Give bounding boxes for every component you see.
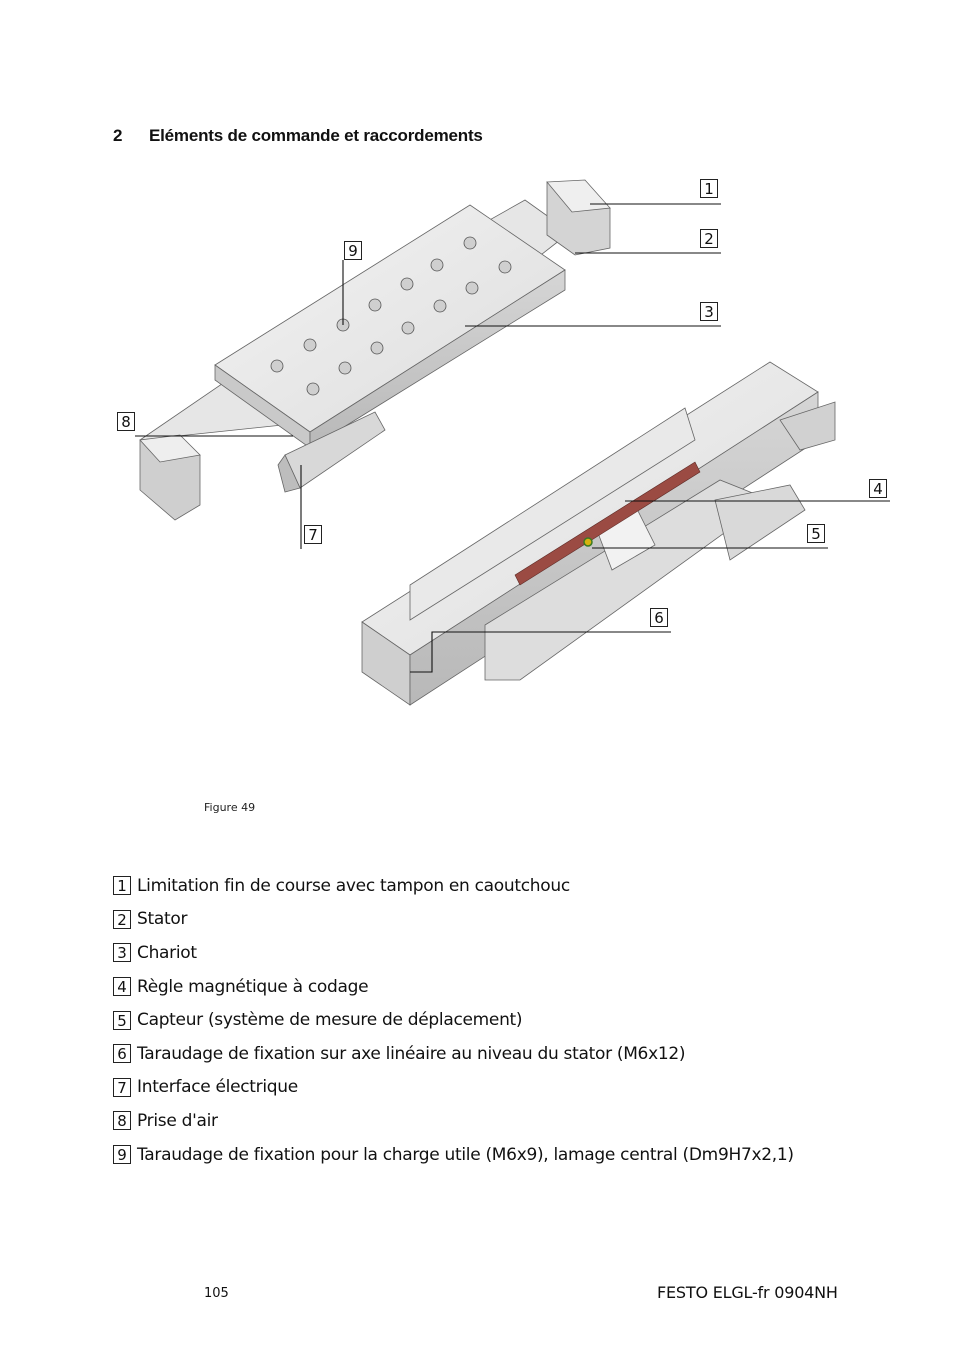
callout-5: 5	[807, 524, 825, 543]
section-title: Eléments de commande et raccordements	[149, 126, 483, 145]
callout-4: 4	[869, 479, 887, 498]
legend-number: 2	[113, 910, 131, 929]
legend-text: Stator	[137, 909, 188, 930]
legend-number: 8	[113, 1111, 131, 1130]
legend-item	[113, 1071, 794, 1105]
page-number: 105	[204, 1286, 229, 1301]
legend-list	[113, 869, 794, 1171]
legend-text: Interface électrique	[137, 1077, 298, 1098]
legend-number: 3	[113, 943, 131, 962]
figure-drawing	[0, 160, 954, 720]
legend-item	[113, 970, 794, 1004]
callout-8: 8	[117, 412, 135, 431]
figure-caption: Figure 49	[204, 801, 256, 814]
legend-number: 1	[113, 876, 131, 895]
legend-text: Taraudage de fixation pour la charge utile (M6x9), lamage central (Dm9H7x2,1)	[137, 1144, 794, 1165]
callout-7: 7	[304, 525, 322, 544]
section-number: 2	[113, 126, 123, 145]
legend-item	[113, 1037, 794, 1071]
sensor-led	[584, 538, 592, 546]
legend-text: Chariot	[137, 942, 197, 963]
legend-text: Règle magnétique à codage	[137, 976, 369, 997]
legend-text: Taraudage de fixation sur axe linéaire au niveau du stator (M6x12)	[137, 1043, 686, 1064]
legend-text: Capteur (système de mesure de déplacement)	[137, 1010, 523, 1031]
document-id: FESTO ELGL-fr 0904NH	[657, 1283, 838, 1302]
callout-2: 2	[700, 229, 718, 248]
legend-number: 9	[113, 1145, 131, 1164]
legend-item	[113, 869, 794, 903]
section-heading	[113, 126, 483, 146]
callout-3: 3	[700, 302, 718, 321]
legend-item	[113, 1138, 794, 1172]
legend-item	[113, 936, 794, 970]
callout-6: 6	[650, 608, 668, 627]
legend-text: Limitation fin de course avec tampon en caoutchouc	[137, 875, 570, 896]
callout-9: 9	[344, 241, 362, 260]
callout-1: 1	[700, 179, 718, 198]
legend-number: 5	[113, 1011, 131, 1030]
legend-item	[113, 1104, 794, 1138]
legend-text: Prise d'air	[137, 1110, 218, 1131]
legend-number: 6	[113, 1044, 131, 1063]
legend-number: 4	[113, 977, 131, 996]
legend-item	[113, 903, 794, 937]
legend-number: 7	[113, 1078, 131, 1097]
legend-item	[113, 1003, 794, 1037]
